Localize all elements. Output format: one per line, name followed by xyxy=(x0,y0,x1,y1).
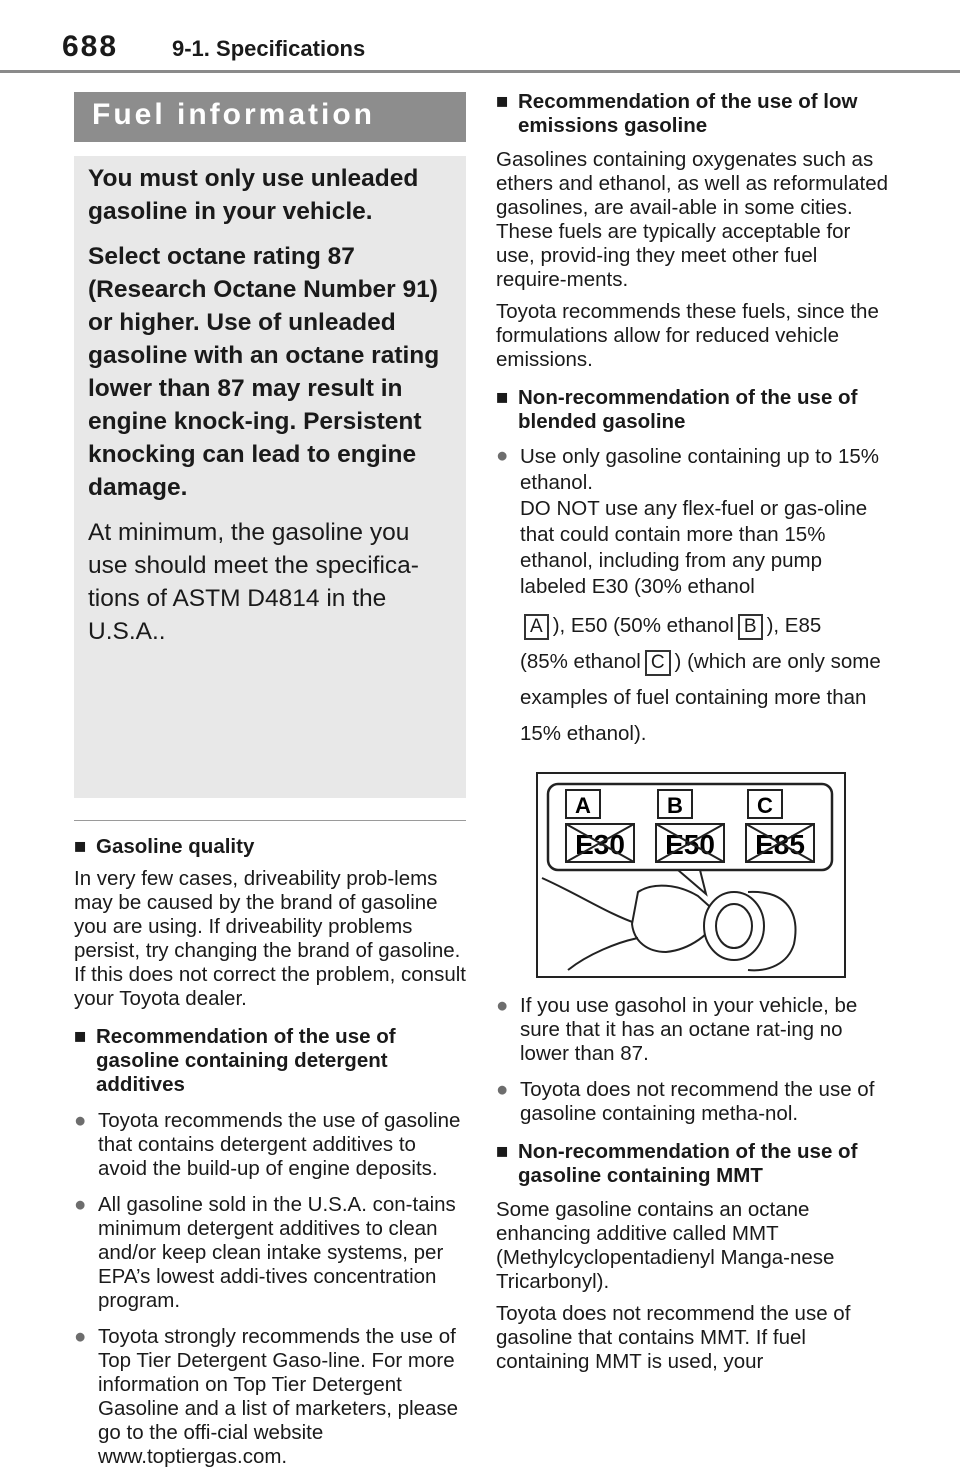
fuel-info-box xyxy=(74,156,466,798)
mmt-text-2: Toyota does not recommend the use of gasoline that contains MMT. If fuel containing MMT is used, your xyxy=(496,1302,851,1373)
label-b: B xyxy=(667,793,683,818)
mmt-text-1: Some gasoline contains an octane enhancing additive called MMT (Methylcyclopentadienyl Manga-nese Tricarbonyl). xyxy=(496,1198,835,1293)
divider xyxy=(74,820,466,821)
info-octane-text: Select octane rating 87 (Research Octane Number 91) or higher. Use of unleaded gasoline with an octane rating lower than 87 may result in engine knock-ing. Persistent knocking can lead to engine damage. xyxy=(88,243,440,501)
mmt-heading: ■ Non-recommendation of the use of gasoline containing MMT xyxy=(496,1140,858,1187)
e85-label: E85 xyxy=(755,829,805,860)
square-bullet-icon: ■ xyxy=(496,386,509,409)
circle-bullet-icon: ● xyxy=(74,1325,87,1348)
badge-a: A xyxy=(524,614,549,640)
arm-line xyxy=(542,878,638,924)
info-unleaded-text: You must only use unleaded gasoline in your vehicle. xyxy=(88,165,419,225)
square-bullet-icon: ■ xyxy=(496,90,509,113)
badge-b: B xyxy=(738,614,763,640)
fuel-filler-neck xyxy=(704,892,764,960)
gasoline-quality-heading: ■ Gasoline quality xyxy=(74,835,255,858)
circle-bullet-icon: ● xyxy=(496,1078,509,1101)
gasoline-quality-text: In very few cases, driveability prob-lems may be caused by the brand of gasoline you are using. If driveability problems persist, try changing the brand of gasoline. If this does not correct the problem, consult your Toyota dealer. xyxy=(74,867,466,1010)
detergent-bullet-3: ● Toyota strongly recommends the use of Top Tier Detergent Gaso-line. For more information on Top Tier Detergent Gasoline and a list of marketers, please go to the offi-cial website www.toptiergas.com. xyxy=(74,1325,459,1468)
e30-label: E30 xyxy=(575,829,625,860)
label-a: A xyxy=(575,793,591,818)
blended-heading: ■ Non-recommendation of the use of blended gasoline xyxy=(496,386,858,433)
fuel-pump-illustration xyxy=(536,772,846,978)
e50-label: E50 xyxy=(665,829,715,860)
page-header xyxy=(0,0,960,76)
blended-bullet xyxy=(496,444,890,752)
fuel-info-title: Fuel information xyxy=(74,92,466,142)
section-title: 9-1. Specifications xyxy=(172,36,366,61)
detergent-bullet-2: ● All gasoline sold in the U.S.A. con-tains minimum detergent additives to clean and/or keep clean intake systems, per EPA’s lowest addi-tives concentration program. xyxy=(74,1193,456,1312)
illustration-svg xyxy=(538,774,844,976)
detergent-heading: ■ Recommendation of the use of gasoline containing detergent additives xyxy=(74,1025,396,1096)
gasohol-bullet: ● If you use gasohol in your vehicle, be sure that it has an octane rat-ing no lower than 87. xyxy=(496,994,858,1065)
low-emissions-text-1: Gasolines containing oxygenates such as ethers and ethanol, as well as reformulated gasolines, are avail-able in some cities. These fuels are typically acceptable for use, provid-ing they meet other fuel require-ments. xyxy=(496,148,889,291)
badge-c: C xyxy=(645,650,671,676)
detergent-bullet-1: ● Toyota recommends the use of gasoline that contains detergent additives to avoid the build-up of engine deposits. xyxy=(74,1109,461,1180)
blended-flex-fuel-warning: DO NOT use any flex-fuel or gas-oline that could contain more than 15% ethanol, including from any pump labeled E30 (30% ethanol A ), E50 (50% ethanol B ), E85 (85% ethanol C ) (which are only some examples of fuel containing more than 15% ethanol). xyxy=(520,497,881,745)
methanol-bullet: ● Toyota does not recommend the use of gasoline containing metha-nol. xyxy=(496,1078,875,1125)
low-emissions-text-2: Toyota recommends these fuels, since the formulations allow for reduced vehicle emissions. xyxy=(496,300,879,371)
square-bullet-icon: ■ xyxy=(74,835,87,858)
right-column xyxy=(496,90,890,1374)
label-c: C xyxy=(757,793,773,818)
blended-ethanol-limit: Use only gasoline containing up to 15% ethanol. xyxy=(520,445,879,494)
low-emissions-heading: ■ Recommendation of the use of low emissions gasoline xyxy=(496,90,858,137)
left-column xyxy=(74,92,466,1469)
square-bullet-icon: ■ xyxy=(74,1025,87,1048)
nozzle-hose xyxy=(568,938,638,970)
info-astm-text: At minimum, the gasoline you use should meet the specifica-tions of ASTM D4814 in the U.S.A.. xyxy=(88,519,419,645)
header-rule xyxy=(0,70,960,73)
square-bullet-icon: ■ xyxy=(496,1140,509,1163)
circle-bullet-icon: ● xyxy=(496,444,509,467)
circle-bullet-icon: ● xyxy=(74,1193,87,1216)
circle-bullet-icon: ● xyxy=(74,1109,87,1132)
page-number: 688 xyxy=(62,30,119,63)
circle-bullet-icon: ● xyxy=(496,994,509,1017)
